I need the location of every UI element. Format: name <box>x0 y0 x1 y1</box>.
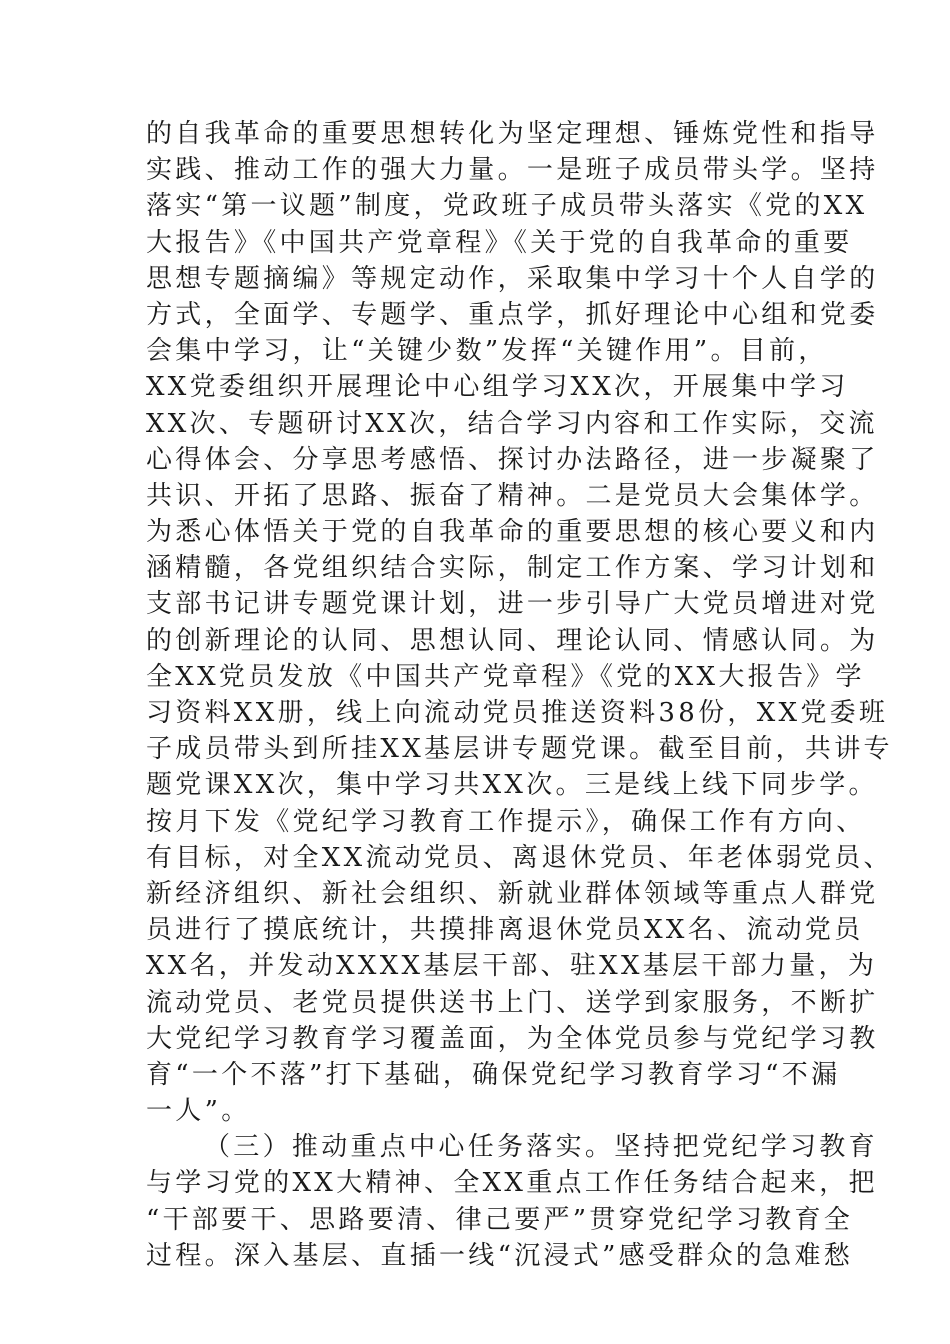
text-line: XX名，并发动XXXX基层干部、驻XX基层干部力量，为 <box>146 951 878 982</box>
text-line: 实践、推动工作的强大力量。一是班子成员带头学。坚持 <box>146 155 879 186</box>
text-line: “干部要干、思路要清、律己要严”贯穿党纪学习教育全 <box>146 1204 854 1235</box>
text-line: 大党纪学习教育学习覆盖面，为全体党员参与党纪学习教 <box>146 1023 879 1054</box>
text-line: 心得体会、分享思考感悟、探讨办法路径，进一步凝聚了 <box>146 444 879 475</box>
text-line: 涵精髓，各党组织结合实际，制定工作方案、学习计划和 <box>146 553 879 584</box>
text-line: XX党委组织开展理论中心组学习XX次，开展集中学习 <box>146 372 849 403</box>
text-line: 有目标，对全XX流动党员、离退休党员、年老体弱党员、 <box>146 842 893 873</box>
text-line: 子成员带头到所挂XX基层讲专题党课。截至目前，共讲专 <box>146 734 893 765</box>
text-line: 全XX党员发放《中国共产党章程》《党的XX大报告》学 <box>146 661 865 692</box>
text-line: 新经济组织、新社会组织、新就业群体领域等重点人群党 <box>146 878 879 909</box>
text-line: XX次、专题研讨XX次，结合学习内容和工作实际，交流 <box>146 408 878 439</box>
text-line: 为悉心体悟关于党的自我革命的重要思想的核心要义和内 <box>146 517 879 548</box>
text-line: 过程。深入基层、直插一线“沉浸式”感受群众的急难愁 <box>146 1240 854 1271</box>
text-line: 方式，全面学、专题学、重点学，抓好理论中心组和党委 <box>146 299 879 330</box>
text-line: 会集中学习，让“关键少数”发挥“关键作用”。目前， <box>146 336 828 367</box>
text-line: 育“一个不落”打下基础，确保党纪学习教育学习“不漏 <box>146 1059 841 1090</box>
document-body <box>146 116 893 1274</box>
text-line: 的自我革命的重要思想转化为坚定理想、锤炼党性和指导 <box>146 119 879 149</box>
text-line: 大报告》《中国共产党章程》《关于党的自我革命的重要 <box>146 227 853 258</box>
text-line: 按月下发《党纪学习教育工作提示》，确保工作有方向、 <box>146 806 866 837</box>
text-line: 落实“第一议题”制度，党政班子成员带头落实《党的XX <box>146 191 868 222</box>
text-line: 共识、开拓了思路、振奋了精神。二是党员大会集体学。 <box>146 480 879 511</box>
text-line: 思想专题摘编》等规定动作，采取集中学习十个人自学的 <box>146 263 879 294</box>
text-line: 习资料XX册，线上向流动党员推送资料38份，XX党委班 <box>146 698 889 728</box>
section-heading-line: （三）推动重点中心任务落实。坚持把党纪学习教育 <box>204 1132 878 1163</box>
text-line: 一人”。 <box>146 1096 251 1127</box>
text-line: 的创新理论的认同、思想认同、理论认同、情感认同。为 <box>146 625 879 656</box>
text-line: 流动党员、老党员提供送书上门、送学到家服务，不断扩 <box>146 987 879 1018</box>
text-line: 员进行了摸底统计，共摸排离退休党员XX名、流动党员 <box>146 915 864 946</box>
text-line: 题党课XX次，集中学习共XX次。三是线上线下同步学。 <box>146 770 878 801</box>
text-line: 支部书记讲专题党课计划，进一步引导广大党员增进对党 <box>146 589 879 620</box>
text-line: 与学习党的XX大精神、全XX重点工作任务结合起来，把 <box>146 1168 878 1199</box>
